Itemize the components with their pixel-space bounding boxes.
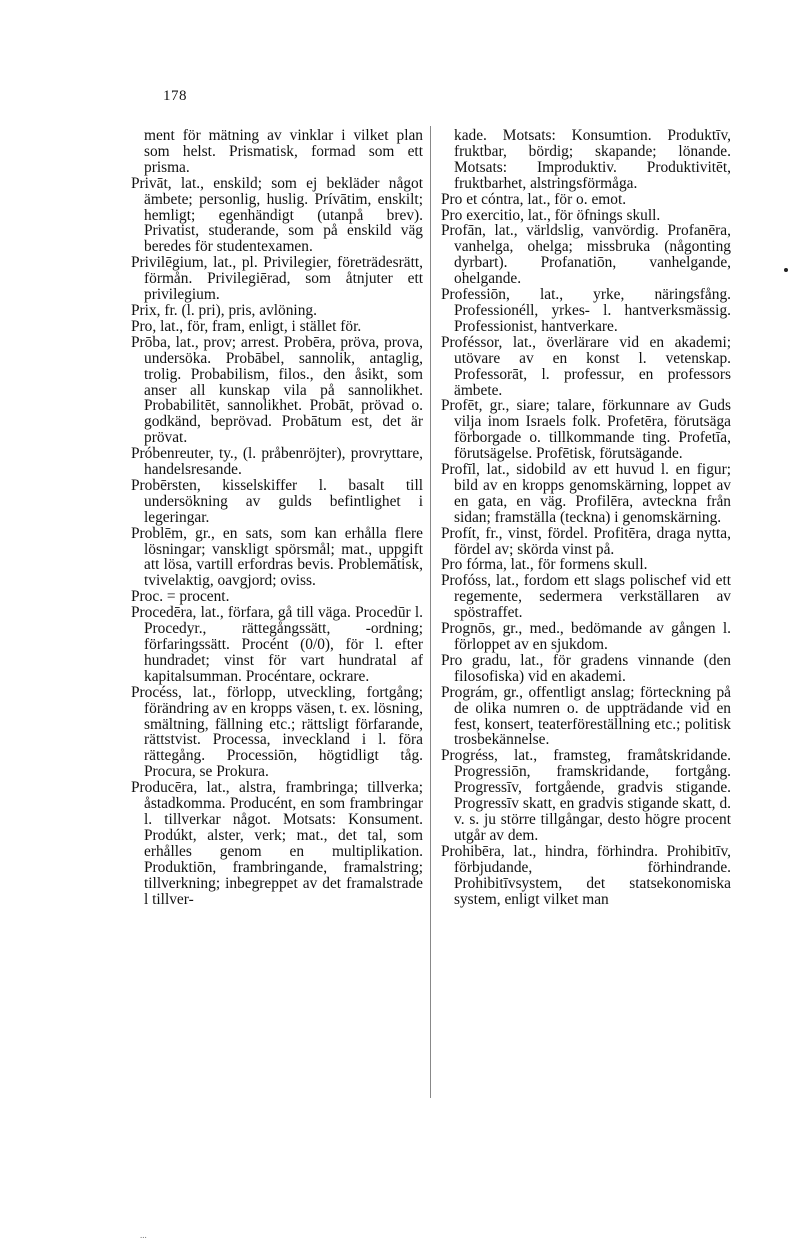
right-column	[441, 128, 731, 907]
dictionary-entry: Professiōn, lat., yrke, näringsfång. Professionéll, yrkes- l. hantverksmässig. Professionist, hantverkare.	[441, 286, 731, 335]
dictionary-entry: Pro exercitio, lat., för öfnings skull.	[441, 206, 661, 224]
dictionary-entry: Probērsten, kisselskiffer l. basalt till undersökning av gulds befintlighet i legeringar.	[131, 476, 423, 526]
dictionary-entry: Proféssor, lat., överlärare vid en akademi; utövare av en konst l. vetenskap. Professorāt, l. professur, en professors ämbete.	[441, 333, 731, 399]
dictionary-entry: Procedēra, lat., förfara, gå till väga. Procedūr l. Procedyr., rättegångssätt, -ordning; förfaringssätt. Procént (0/0), för l. efter hundradet; vinst för vart hundratal af kapitalsumman. Procéntare, ockrare.	[131, 604, 423, 685]
dictionary-entry: Prognōs, gr., med., bedömande av gången l. förloppet av en sjukdom.	[441, 620, 731, 653]
dictionary-entry: Prix, fr. (l. pri), pris, avlöning.	[131, 301, 317, 319]
dictionary-entry: Progréss, lat., framsteg, framåtskridande. Progressiōn, framskridande, fortgång. Progressīv, fortgående, gradvis stigande. Progressīv skatt, en gradvis stigande skatt, d. v. s. ju större tillgångar, desto högre procent utgår av dem.	[441, 747, 731, 844]
dictionary-entry: Prográm, gr., offentligt anslag; förteckning på de olika numren o. de uppträdande vid en fest, konsert, teaterföreställning etc.; politisk trosbekännelse.	[441, 683, 731, 749]
dictionary-entry: Privāt, lat., enskild; som ej bekläder något ämbete; personlig, huslig. Prívātim, enskilt; hemligt; egenhändigt (utanpå brev). Privatist, studerande, som på enskild väg beredes för studentexamen.	[131, 174, 423, 256]
dictionary-entry: Prōba, lat., prov; arrest. Probēra, pröva, prova, undersöka. Probābel, sannolik, antaglig, trolig. Probabilism, filos., den åsikt, som anser all kunskap vila på sannolikhet. Probabilitēt, sannolikhet. Probāt, prövad o. godkänd, beprövad. Probātum est, det är prövat.	[131, 333, 423, 447]
dictionary-entry: Procéss, lat., förlopp, utveckling, fortgång; förändring av en kropps väsen, t. ex. lösning, smältning, fällning etc.; rättsligt förfarande, rättstvist. Processa, inveckland i l. föra rättegång. Processiōn, högtidligt tåg. Procura, se Prokura.	[131, 683, 423, 781]
dictionary-entry: Privilēgium, lat., pl. Privilegier, företrädesrätt, förmån. Privilegiērad, som åtnjuter ett privilegium.	[131, 254, 423, 304]
dictionary-entry: Problēm, gr., en sats, som kan erhålla flere lösningar; vanskligt spörsmål; mat., uppgift att lösa, vartill erfordras bevis. Problemātisk, tvivelaktig, oavgjord; oviss.	[131, 524, 423, 590]
left-column	[131, 128, 423, 907]
dictionary-entry: Prohibēra, lat., hindra, förhindra. Prohibitīv, förbjudande, förhindrande. Prohibitīvsystem, det statsekonomiska system, enligt vilket man	[441, 842, 731, 908]
margin-dot	[784, 268, 788, 272]
dictionary-entry: Profít, fr., vinst, fördel. Profitēra, draga nytta, fördel av; skörda vinst på.	[441, 524, 731, 558]
dictionary-entry: kade. Motsats: Konsumtion. Produktīv, fruktbar, bördig; skapande; lönande. Motsats: Improduktiv. Produktivitēt, fruktbarhet, alstringsförmåga.	[454, 127, 731, 192]
column-divider	[430, 126, 431, 1098]
dictionary-entry: Profān, lat., världslig, vanvördig. Profanēra, vanhelga, ohelga; missbruka (någonting dyrbart). Profanatiōn, vanhelgande, ohelgande.	[441, 222, 731, 288]
dictionary-entry: Pro, lat., för, fram, enligt, i stället för.	[131, 317, 362, 335]
dictionary-entry: Producēra, lat., alstra, frambringa; tillverka; åstadkomma. Producént, en som frambringar l. tillverkar något. Motsats: Konsument. Prodúkt, alster, verk; mat., det tal, som erhålles genom en multiplikation. Produktiōn, frambringande, framalstring; tillverkning; inbegreppet av det framalstrade l tillver-	[131, 779, 423, 908]
dictionary-entry: Pro fórma, lat., för formens skull.	[441, 556, 648, 574]
dictionary-entry: Proc. = procent.	[131, 588, 230, 606]
page-number: 178	[163, 88, 187, 104]
dictionary-entry: Profóss, lat., fordom ett slags polischef vid ett regemente, sedermera verkställaren av spöstraffet.	[441, 572, 731, 622]
dictionary-entry: Próbenreuter, ty., (l. pråbenröjter), provryttare, handelsresande.	[131, 445, 423, 479]
dictionary-entry: Profīl, lat., sidobild av ett huvud l. en figur; bild av en kropps genomskärning, loppet av en gata, en väg. Profilēra, avteckna från sidan; framställa (teckna) i genomskärning.	[441, 461, 731, 526]
dictionary-entry: Pro gradu, lat., för gradens vinnande (den filosofiska) vid en akademi.	[441, 651, 731, 685]
dictionary-entry: ment för mätning av vinklar i vilket plan som helst. Prismatisk, formad som ett prisma.	[144, 127, 423, 176]
margin-mark: ...	[140, 1230, 147, 1240]
dictionary-entry: Profēt, gr., siare; talare, förkunnare av Guds vilja inom Israels folk. Profetēra, förutsäga förborgade o. tillkommande ting. Profetīa, förutsägelse. Profētisk, förutsägande.	[441, 397, 731, 463]
dictionary-entry: Pro et cóntra, lat., för o. emot.	[441, 190, 627, 208]
